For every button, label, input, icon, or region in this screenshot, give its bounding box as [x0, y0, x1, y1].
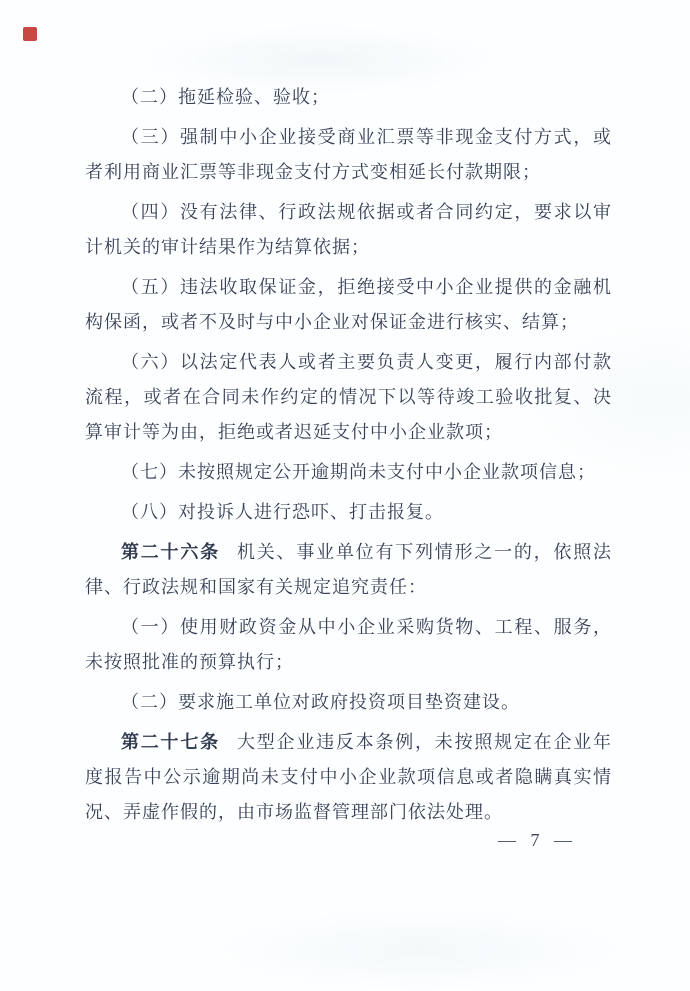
clause-text: （六）以法定代表人或者主要负责人变更，履行内部付款流程，或者在合同未作约定的情况下以等待竣工验收批复、决算审计等为由，拒绝或者迟延支付中小企业款项； [85, 352, 612, 442]
clause-text: （四）没有法律、行政法规依据或者合同约定，要求以审计机关的审计结果作为结算依据； [85, 202, 612, 257]
clause-item [85, 270, 612, 340]
clause-item [85, 610, 612, 680]
article-number: 第二十七条 [121, 732, 220, 752]
clause-text: （八）对投诉人进行恐吓、打击报复。 [121, 502, 444, 522]
article-number: 第二十六条 [121, 542, 220, 562]
clause-item [85, 80, 612, 115]
article-text: 大型企业违反本条例，未按照规定在企业年度报告中公示逾期尚未支付中小企业款项信息或者隐瞒真实情况、弄虚作假的，由市场监督管理部门依法处理。 [85, 732, 613, 822]
page-number: — 7 — [498, 830, 577, 850]
clause-item [85, 495, 612, 530]
clause-text: （一）使用财政资金从中小企业采购货物、工程、服务，未按照批准的预算执行； [85, 617, 612, 672]
red-stamp-mark [23, 27, 37, 41]
clause-text: （二）要求施工单位对政府投资项目垫资建设。 [121, 692, 520, 712]
clause-item [85, 195, 612, 265]
clause-item [85, 120, 612, 190]
clause-item [85, 685, 612, 720]
clause-text: （二）拖延检验、验收； [121, 87, 330, 107]
article-text: 机关、事业单位有下列情形之一的，依照法律、行政法规和国家有关规定追究责任： [85, 542, 613, 597]
clause-text: （三）强制中小企业接受商业汇票等非现金支付方式，或者利用商业汇票等非现金支付方式变相延长付款期限； [85, 127, 612, 182]
clause-item [85, 455, 612, 490]
article-paragraph [85, 725, 612, 830]
article-paragraph [85, 535, 612, 605]
clause-item [85, 345, 612, 450]
clause-text: （五）违法收取保证金，拒绝接受中小企业提供的金融机构保函，或者不及时与中小企业对保证金进行核实、结算； [85, 277, 612, 332]
document-body [85, 80, 612, 835]
clause-text: （七）未按照规定公开逾期尚未支付中小企业款项信息； [121, 462, 596, 482]
